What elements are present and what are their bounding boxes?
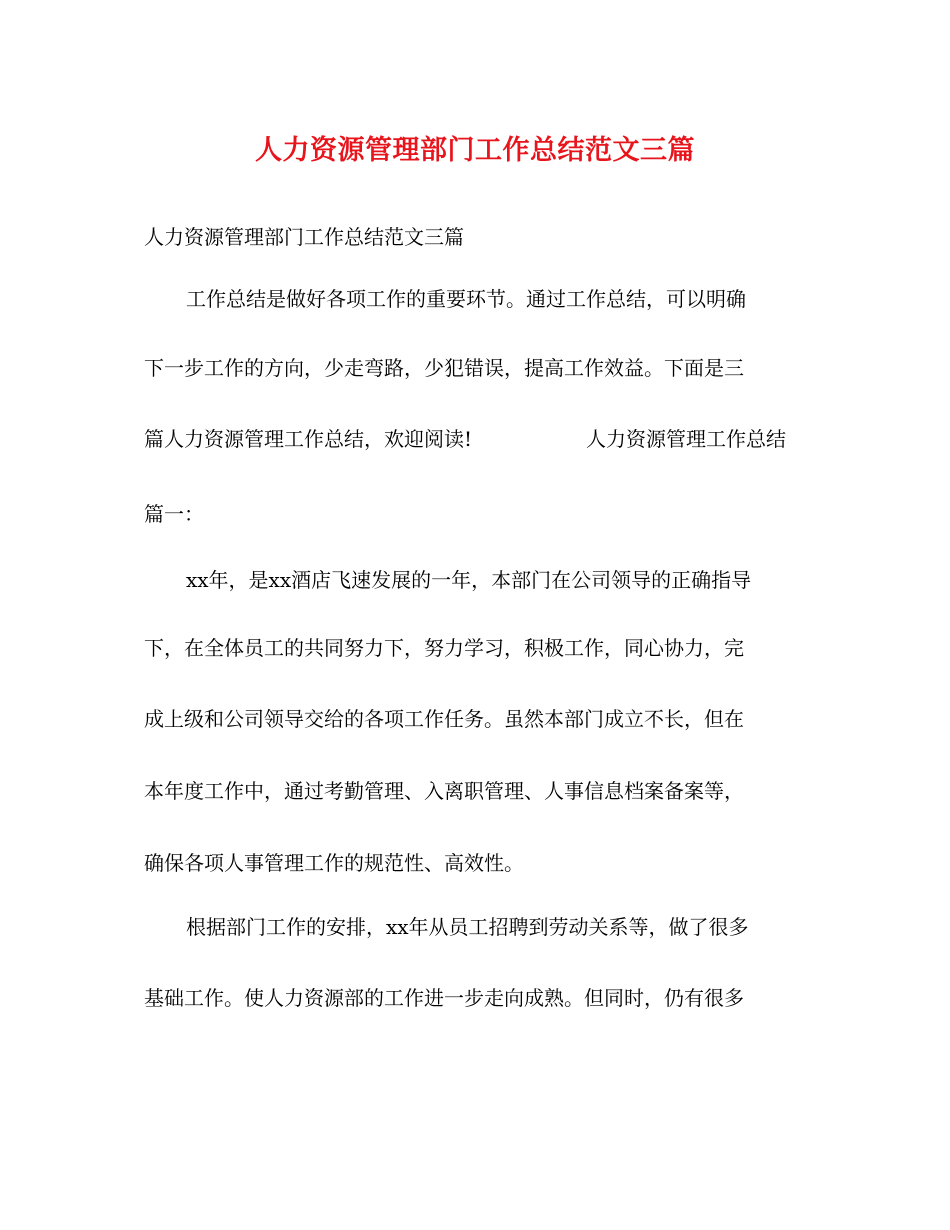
paragraph-line: 本年度工作中，通过考勤管理、入离职管理、人事信息档案备案等， — [144, 779, 744, 803]
paragraph-line: 下一步工作的方向，少走弯路，少犯错误，提高工作效益。下面是三 — [144, 356, 744, 380]
paragraph-line: xx年，是xx酒店飞速发展的一年，本部门在公司领导的正确指导 — [186, 568, 752, 592]
section-heading: 人力资源管理工作总结 — [586, 427, 786, 451]
paragraph-line: 篇人力资源管理工作总结，欢迎阅读! — [144, 427, 473, 451]
paragraph-line: 根据部门工作的安排，xx年从员工招聘到劳动关系等，做了很多 — [186, 915, 749, 939]
paragraph-line: 确保各项人事管理工作的规范性、高效性。 — [144, 851, 524, 875]
paragraph-line: 工作总结是做好各项工作的重要环节。通过工作总结，可以明确 — [186, 287, 746, 311]
paragraph-line: 基础工作。使人力资源部的工作进一步走向成熟。但同时，仍有很多 — [144, 986, 744, 1010]
paragraph-line: 下，在全体员工的共同努力下，努力学习，积极工作，同心协力，完 — [144, 636, 744, 660]
document-title: 人力资源管理部门工作总结范文三篇 — [255, 135, 695, 166]
paragraph-line: 成上级和公司领导交给的各项工作任务。虽然本部门成立不长，但在 — [144, 707, 744, 731]
document-subtitle: 人力资源管理部门工作总结范文三篇 — [144, 225, 464, 249]
section-label: 篇一： — [144, 502, 204, 526]
